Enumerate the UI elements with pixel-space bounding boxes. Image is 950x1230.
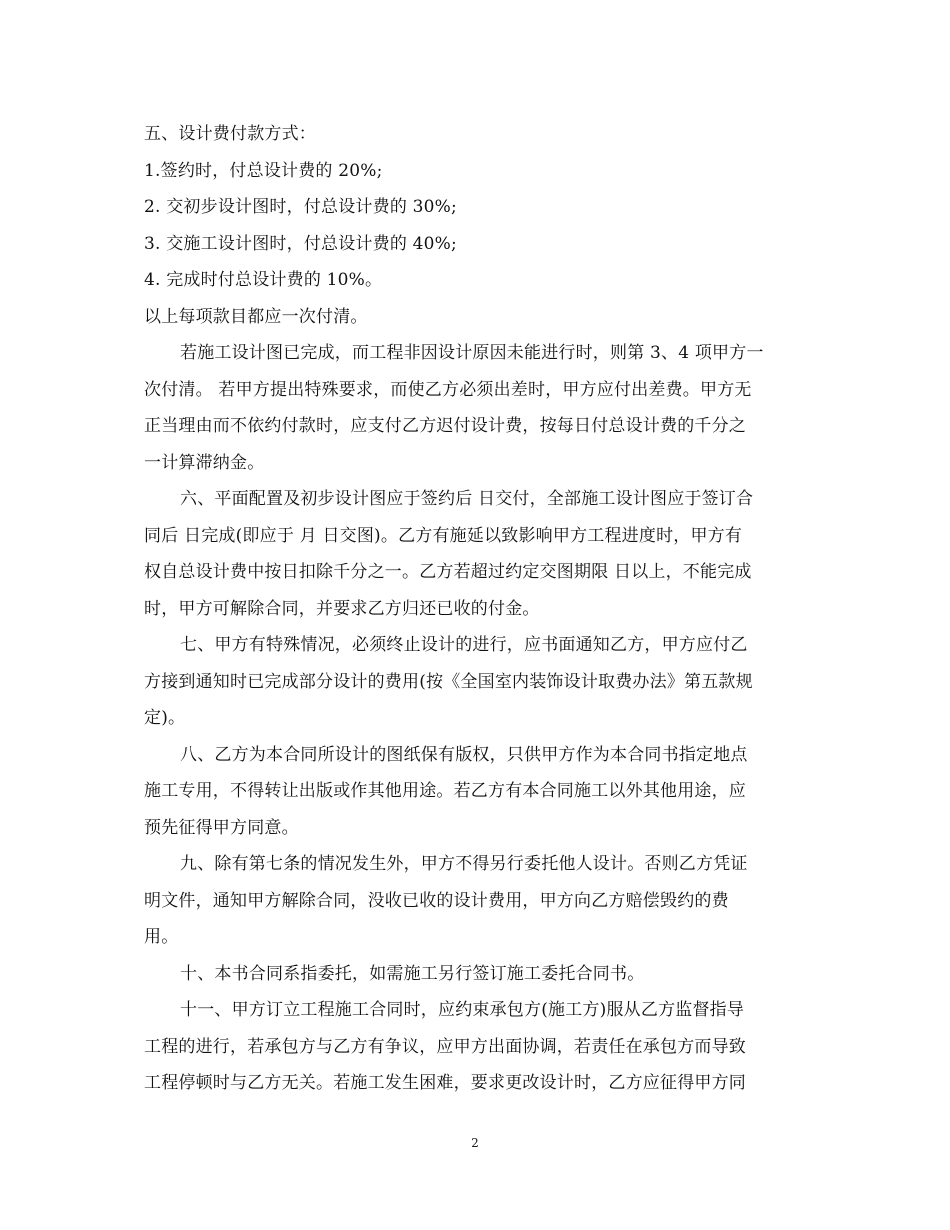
text-line: 五、设计费付款方式： — [144, 124, 316, 144]
text-line: 4. 完成时付总设计费的 10%。 — [144, 270, 383, 290]
text-line: 以上每项款目都应一次付清。 — [144, 306, 368, 327]
paragraph-first-line: 七、甲方有特殊情况，必须终止设计的进行，应书面通知乙方，甲方应付乙 — [180, 635, 748, 655]
text-line: 2. 交初步设计图时，付总设计费的 30%; — [144, 197, 457, 217]
text-line: 权自总设计费中按日扣除千分之一。乙方若超过约定交图期限 日以上，不能完成 — [144, 562, 752, 582]
page-number: 2 — [471, 1136, 479, 1150]
text-line: 明文件，通知甲方解除合同，没收已收的设计费用，甲方向乙方赔偿毁约的费 — [144, 890, 729, 911]
text-line: 同后 日完成(即应于 月 日交图)。乙方有施延以致影响甲方工程进度时，甲方有 — [144, 525, 743, 546]
text-line: 定)。 — [144, 708, 186, 728]
text-line: 时，甲方可解除合同，并要求乙方归还已收的付金。 — [144, 598, 540, 619]
text-line: 施工专用，不得转让出版或作其他用途。若乙方有本合同施工以外其他用途，应 — [144, 781, 746, 801]
text-line: 用。 — [144, 927, 179, 947]
paragraph-first-line: 十、本书合同系指委托，如需施工另行签订施工委托合同书。 — [180, 963, 645, 984]
text-line: 次付清。 若甲方提出特殊要求，而使乙方必须出差时，甲方应付出差费。甲方无 — [144, 379, 752, 400]
text-line: 方接到通知时已完成部分设计的费用(按《全国室内装饰设计取费办法》第五款规 — [144, 671, 753, 692]
paragraph-first-line: 八、乙方为本合同所设计的图纸保有版权，只供甲方作为本合同书指定地点 — [180, 744, 748, 765]
text-line: 工程的进行，若承包方与乙方有争议，应甲方出面协调，若责任在承包方而导致 — [144, 1036, 746, 1057]
paragraph-first-line: 六、平面配置及初步设计图应于签约后 日交付，全部施工设计图应于签订合 — [180, 489, 754, 509]
text-line: 正当理由而不依约付款时，应支付乙方迟付设计费，按每日付总设计费的千分之 — [144, 416, 746, 436]
text-line: 1.签约时，付总设计费的 20%; — [144, 160, 383, 181]
paragraph-first-line: 若施工设计图已完成，而工程非因设计原因未能进行时，则第 3、4 项甲方一 — [180, 343, 764, 363]
paragraph-first-line: 九、除有第七条的情况发生外，甲方不得另行委托他人设计。否则乙方凭证 — [180, 854, 748, 874]
paragraph-first-line: 十一、甲方订立工程施工合同时，应约束承包方(施工方)服从乙方监督指导 — [180, 1000, 745, 1020]
text-line: 3. 交施工设计图时，付总设计费的 40%; — [144, 233, 457, 254]
text-line: 预先征得甲方同意。 — [144, 817, 299, 838]
document-body — [144, 116, 808, 1102]
text-line: 一计算滞纳金。 — [144, 452, 265, 473]
text-line: 工程停顿时与乙方无关。若施工发生困难，要求更改设计时，乙方应征得甲方同 — [144, 1073, 746, 1093]
